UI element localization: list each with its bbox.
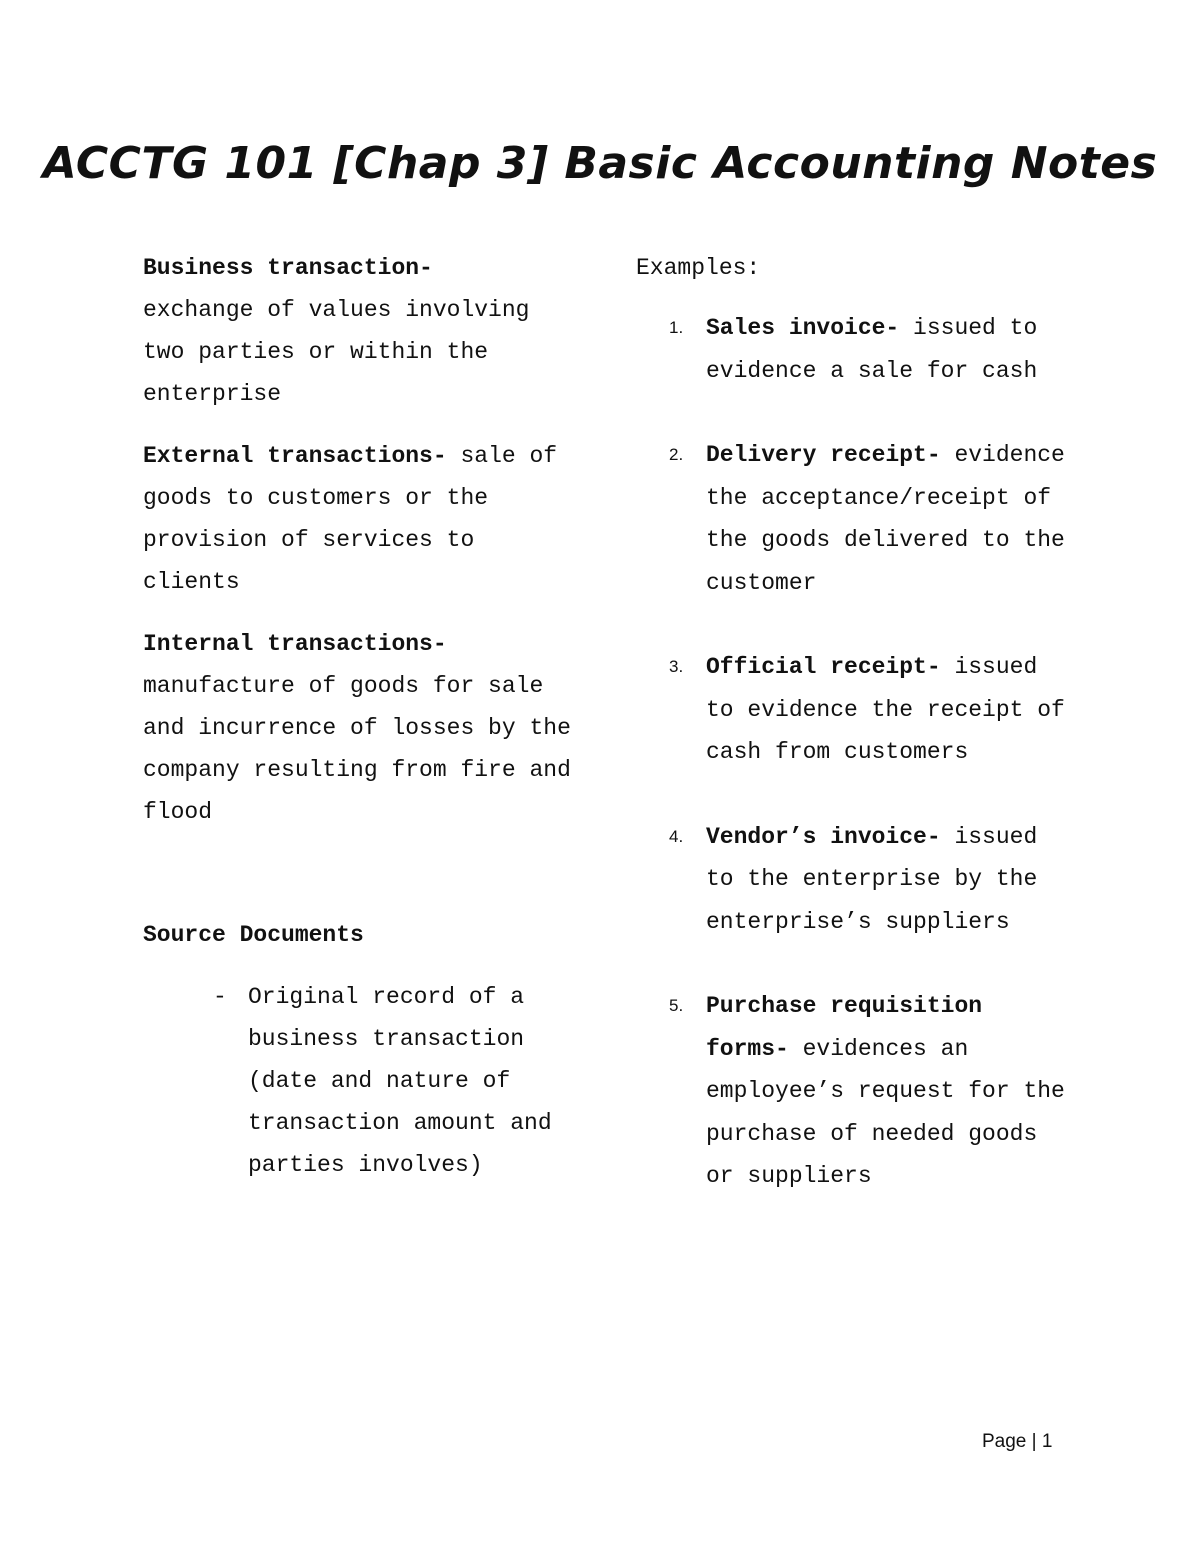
example-item-vendors-invoice xyxy=(636,816,1076,944)
example-number: 4. xyxy=(669,826,684,846)
example-term: Delivery receipt- xyxy=(706,442,941,468)
example-text: evidences an employee’s request for the purchase of needed goods or suppliers xyxy=(706,1035,1065,1189)
definition-external-transactions xyxy=(143,435,573,603)
example-text: issued to evidence a sale for cash xyxy=(706,315,1038,384)
example-text: evidence the acceptance/receipt of the goods delivered to the customer xyxy=(706,442,1065,596)
page-number: Page | 1 xyxy=(982,1431,1053,1452)
dash-bullet-icon: - xyxy=(213,984,227,1010)
example-text: issued to the enterprise by the enterprise’s suppliers xyxy=(706,823,1038,935)
examples-label: Examples: xyxy=(636,255,761,281)
example-number: 1. xyxy=(669,318,684,337)
example-term: Official receipt- xyxy=(706,654,941,680)
definition-text: manufacture of goods for sale and incurrence of losses by the company resulting from fire and flood xyxy=(143,673,571,825)
source-documents-heading: Source Documents xyxy=(143,922,364,948)
example-term: Purchase requisition forms- xyxy=(706,993,983,1062)
right-column xyxy=(636,247,1076,1198)
definition-term: Business transaction- xyxy=(143,255,433,281)
example-term: Vendor’s invoice- xyxy=(706,823,941,850)
definition-business-transaction xyxy=(143,247,573,415)
source-documents-bullet xyxy=(143,976,573,1186)
example-number: 2. xyxy=(669,445,684,464)
example-item-official-receipt xyxy=(636,646,1076,774)
example-item-delivery-receipt xyxy=(636,434,1076,604)
example-number: 5. xyxy=(669,996,684,1015)
example-number: 3. xyxy=(669,657,684,676)
example-item-purchase-requisition-forms xyxy=(636,985,1076,1198)
bullet-text: Original record of a business transaction (date and nature of transaction amount and parties involves) xyxy=(248,984,552,1178)
definition-term: Internal transactions- xyxy=(143,631,447,657)
example-item-sales-invoice xyxy=(636,307,1076,392)
left-column xyxy=(143,247,573,1186)
definition-text: sale of goods to customers or the provision of services to clients xyxy=(143,443,558,595)
example-term: Sales invoice- xyxy=(706,315,900,341)
definition-internal-transactions xyxy=(143,623,573,833)
page-title: ACCTG 101 [Chap 3] Basic Accounting Notes xyxy=(42,138,1158,189)
example-text: issued to evidence the receipt of cash from customers xyxy=(706,654,1065,765)
definition-term: External transactions- xyxy=(143,443,447,469)
definition-text: exchange of values involving two parties or within the enterprise xyxy=(143,297,530,407)
